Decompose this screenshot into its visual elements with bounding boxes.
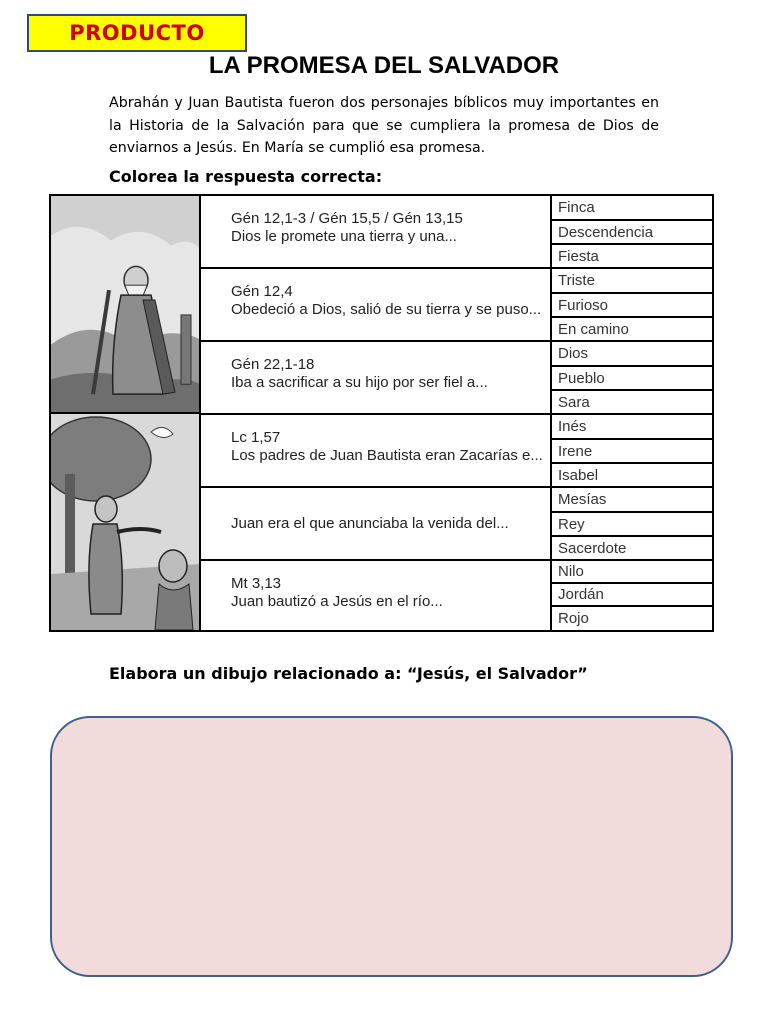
clue-text: Juan bautizó a Jesús en el río... (231, 593, 443, 610)
clue-reference: Gén 12,1-3 / Gén 15,5 / Gén 13,15 (231, 210, 463, 227)
answer-option[interactable]: Descendencia (552, 221, 712, 245)
answer-option[interactable]: Fiesta (552, 245, 712, 269)
clue-cell (201, 488, 552, 561)
answer-option[interactable]: En camino (552, 318, 712, 342)
clue-reference: Gén 12,4 (231, 283, 293, 300)
clue-cell (201, 196, 552, 269)
answer-option[interactable]: Rojo (558, 610, 589, 627)
clue-text: Juan era el que anunciaba la venida del... (231, 514, 509, 532)
drawing-instruction: Elabora un dibujo relacionado a: “Jesús, el Salvador” (109, 664, 588, 683)
clue-cell (201, 415, 552, 488)
answer-option[interactable]: Mesías (552, 488, 712, 513)
clue-reference: Mt 3,13 (231, 575, 282, 592)
answer-option[interactable]: Irene (552, 440, 712, 464)
answer-option[interactable]: Jordán (552, 584, 712, 607)
intro-paragraph: Abrahán y Juan Bautista fueron dos personajes bíblicos muy importantes en la Historia de la Salvación para que se cumpliera la promesa de Dios de enviarnos a Jesús. En María se cumplió esa promesa. (109, 95, 659, 156)
clue-reference: Gén 22,1-18 (231, 356, 315, 373)
drawing-area[interactable] (50, 716, 733, 977)
producto-badge: PRODUCTO (27, 14, 247, 52)
page-title: LA PROMESA DEL SALVADOR (208, 52, 560, 79)
answer-option[interactable]: Sara (552, 391, 712, 415)
answer-option[interactable]: Finca (552, 196, 712, 221)
answer-option[interactable]: Dios (552, 342, 712, 367)
clue-cell (201, 342, 552, 415)
baptism-illustration (51, 414, 201, 630)
clue-reference: Lc 1,57 (231, 429, 281, 446)
clue-text: Dios le promete una tierra y una... (231, 228, 457, 245)
answer-option[interactable]: Nilo (552, 561, 712, 584)
clue-text: Iba a sacrificar a su hijo por ser fiel a... (231, 374, 488, 391)
answer-option[interactable]: Sacerdote (552, 537, 712, 561)
clue-text: Los padres de Juan Bautista eran Zacarías e... (231, 447, 543, 464)
abraham-illustration (51, 196, 201, 414)
answer-option[interactable]: Rey (552, 513, 712, 537)
answer-option[interactable]: Inés (552, 415, 712, 440)
answer-option[interactable]: Triste (552, 269, 712, 294)
instruction-heading: Colorea la respuesta correcta: (109, 167, 383, 186)
clue-cell (201, 269, 552, 342)
clue-text: Obedeció a Dios, salió de su tierra y se puso... (231, 301, 542, 318)
clue-cell (201, 561, 552, 630)
answer-option[interactable]: Isabel (552, 464, 712, 488)
answer-option[interactable]: Furioso (552, 294, 712, 318)
worksheet-table (49, 194, 714, 632)
answer-option[interactable]: Pueblo (552, 367, 712, 391)
